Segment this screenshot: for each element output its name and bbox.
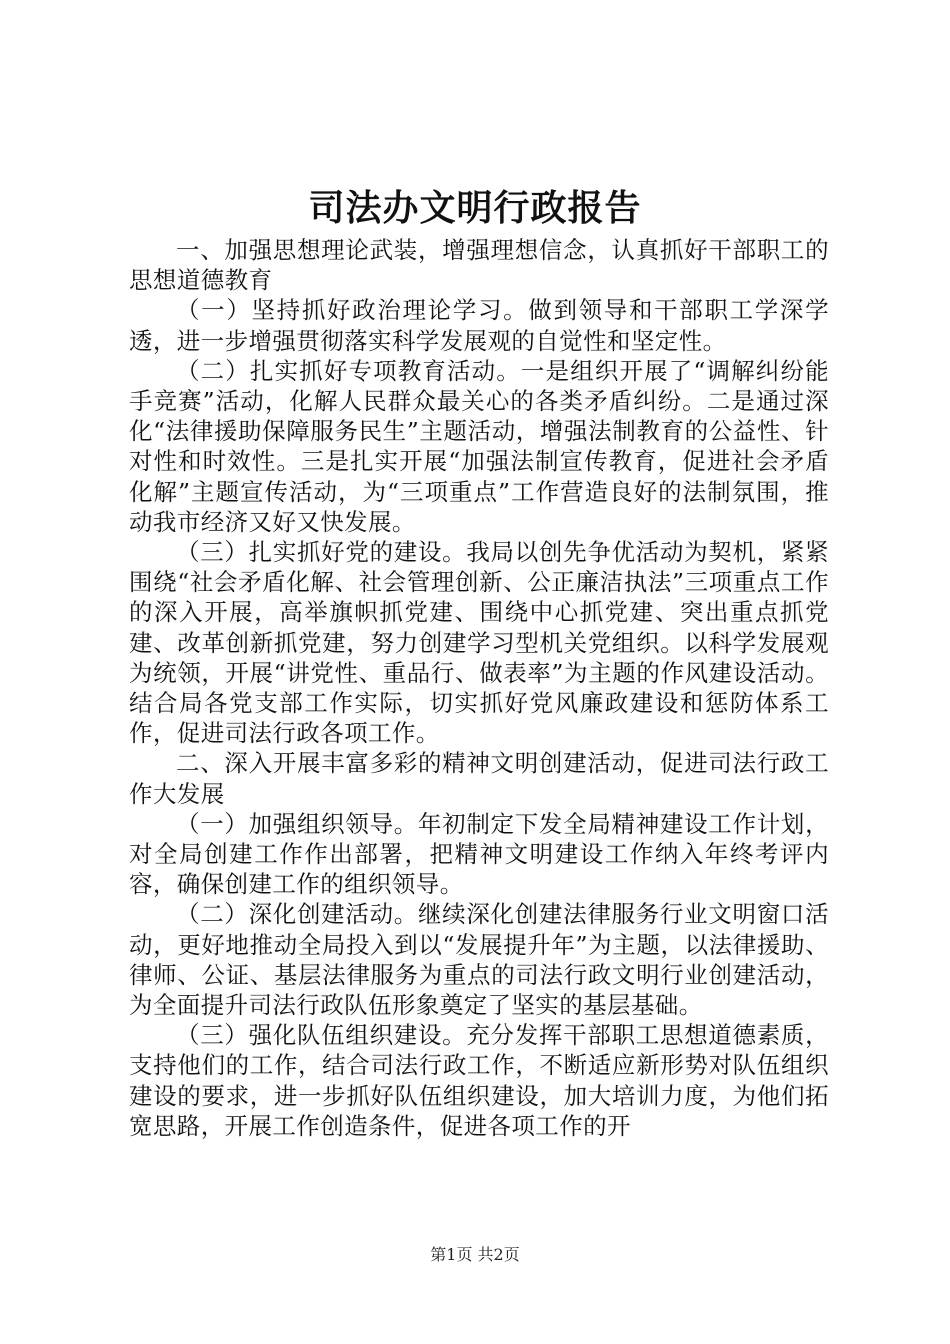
document-body	[129, 235, 829, 1141]
paragraph-1-2: （二）扎实抓好专项教育活动。一是组织开展了“调解纠纷能手竞赛”活动，化解人民群众最关心的各类矛盾纠纷。二是通过深化“法律援助保障服务民生”主题活动，增强法制教育的公益性、针对性和时效性。三是扎实开展“加强法制宣传教育，促进社会矛盾化解”主题宣传活动，为“三项重点”工作营造良好的法制氛围，推动我市经济又好又快发展。	[129, 356, 829, 536]
paragraph-1-1: （一）坚持抓好政治理论学习。做到领导和干部职工学深学透，进一步增强贯彻落实科学发展观的自觉性和坚定性。	[129, 296, 829, 355]
paragraph-2-2: （二）深化创建活动。继续深化创建法律服务行业文明窗口活动，更好地推动全局投入到以“发展提升年”为主题，以法律援助、律师、公证、基层法律服务为重点的司法行政文明行业创建活动，为全面提升司法行政队伍形象奠定了坚实的基层基础。	[129, 900, 829, 1020]
paragraph-2-1: （一）加强组织领导。年初制定下发全局精神建设工作计划，对全局创建工作作出部署，把精神文明建设工作纳入年终考评内容，确保创建工作的组织领导。	[129, 809, 829, 899]
page-number-footer: 第1页 共2页	[430, 1245, 520, 1264]
section-heading-1: 一、加强思想理论武装，增强理想信念，认真抓好干部职工的思想道德教育	[129, 236, 829, 295]
paragraph-1-3: （三）扎实抓好党的建设。我局以创先争优活动为契机，紧紧围绕“社会矛盾化解、社会管理创新、公正廉洁执法”三项重点工作的深入开展，高举旗帜抓党建、围绕中心抓党建、突出重点抓党建、改革创新抓党建，努力创建学习型机关党组织。以科学发展观为统领，开展“讲党性、重品行、做表率”为主题的作风建设活动。结合局各党支部工作实际，切实抓好党风廉政建设和惩防体系工作，促进司法行政各项工作。	[129, 538, 829, 748]
section-heading-2: 二、深入开展丰富多彩的精神文明创建活动，促进司法行政工作大发展	[129, 749, 829, 808]
paragraph-2-3: （三）强化队伍组织建设。充分发挥干部职工思想道德素质，支持他们的工作，结合司法行政工作，不断适应新形势对队伍组织建设的要求，进一步抓好队伍组织建设，加大培训力度，为他们拓宽思路，开展工作创造条件，促进各项工作的开	[129, 1021, 829, 1140]
document-title: 司法办文明行政报告	[308, 187, 642, 229]
